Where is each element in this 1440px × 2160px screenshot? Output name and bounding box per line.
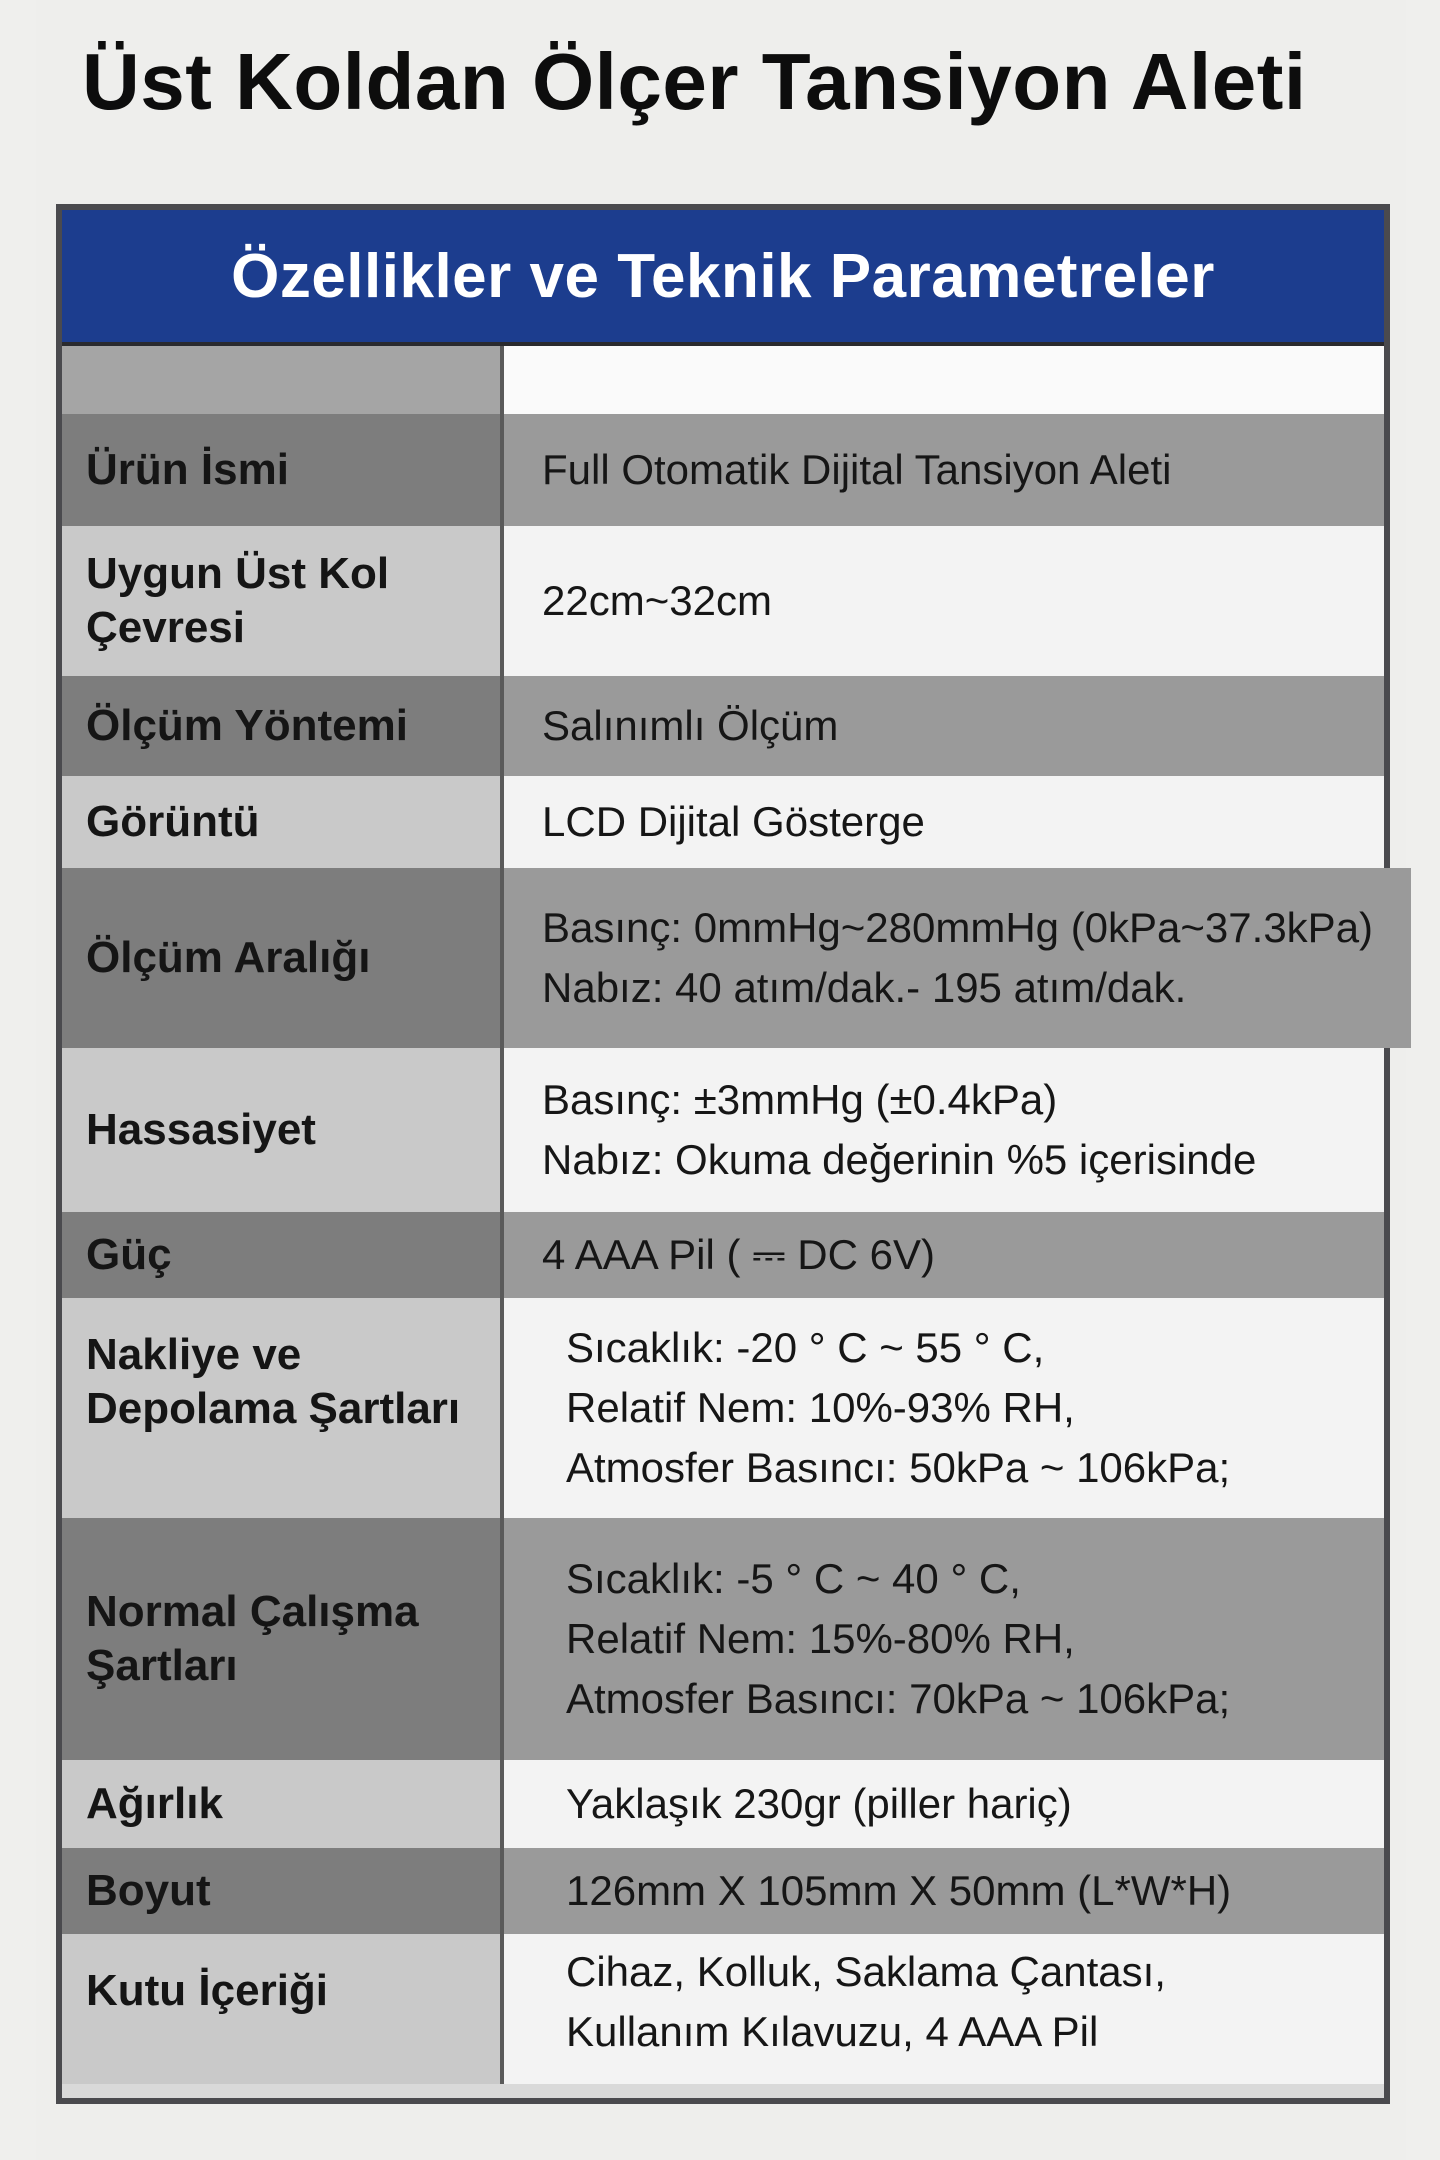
spec-panel xyxy=(56,204,1390,2104)
spec-label: Kutu İçeriği xyxy=(62,1934,504,2084)
spec-value-line: Sıcaklık: -5 ° C ~ 40 ° C, xyxy=(566,1555,1021,1602)
spec-value-line: Relatif Nem: 15%-80% RH, xyxy=(566,1615,1075,1662)
spec-value-line: Basınç: ±3mmHg (±0.4kPa) xyxy=(542,1076,1058,1123)
spec-label: Ağırlık xyxy=(62,1760,504,1848)
spec-row-kutu-icerigi xyxy=(62,1934,1384,2084)
spec-value xyxy=(504,676,1384,776)
spec-value-line: Sıcaklık: -20 ° C ~ 55 ° C, xyxy=(566,1324,1045,1371)
spec-value-line: Atmosfer Basıncı: 70kPa ~ 106kPa; xyxy=(566,1675,1231,1722)
spec-label: Nakliye ve Depolama Şartları xyxy=(62,1298,504,1518)
spec-row-calisma-sartlari xyxy=(62,1518,1384,1760)
spec-value xyxy=(504,1848,1384,1934)
spec-row-spacer xyxy=(62,346,1384,414)
spec-row-agirlik xyxy=(62,1760,1384,1848)
spec-value-line: Nabız: 40 atım/dak.- 195 atım/dak. xyxy=(542,964,1187,1011)
spec-row-boyut xyxy=(62,1848,1384,1934)
spec-value xyxy=(504,1934,1384,2084)
spec-value-line: 4 AAA Pil ( ⎓ DC 6V) xyxy=(542,1231,935,1278)
spec-value xyxy=(504,1760,1384,1848)
spec-label: Uygun Üst Kol Çevresi xyxy=(62,526,504,676)
spec-table xyxy=(62,346,1384,2084)
spec-value xyxy=(504,414,1384,526)
spec-value-line: Atmosfer Basıncı: 50kPa ~ 106kPa; xyxy=(566,1444,1231,1491)
spec-value xyxy=(504,1048,1384,1212)
spec-value-line: Yaklaşık 230gr (piller hariç) xyxy=(566,1780,1072,1827)
spec-value-line: Kullanım Kılavuzu, 4 AAA Pil xyxy=(566,2008,1099,2055)
spec-label: Görüntü xyxy=(62,776,504,868)
spec-table-header xyxy=(62,210,1384,346)
spec-value-line: Basınç: 0mmHg~280mmHg (0kPa~37.3kPa) xyxy=(542,904,1374,951)
spec-table-heading: Özellikler ve Teknik Parametreler xyxy=(231,241,1215,311)
spec-row-olcum-araligi xyxy=(62,868,1384,1048)
spec-label: Ölçüm Yöntemi xyxy=(62,676,504,776)
spec-label-empty xyxy=(62,346,504,414)
spec-value-line: Relatif Nem: 10%-93% RH, xyxy=(566,1384,1075,1431)
spec-value xyxy=(504,526,1384,676)
page-title: Üst Koldan Ölçer Tansiyon Aleti xyxy=(82,37,1307,126)
spec-label: Güç xyxy=(62,1212,504,1298)
spec-label: Ürün İsmi xyxy=(62,414,504,526)
spec-value-line: LCD Dijital Gösterge xyxy=(542,798,925,845)
spec-label: Boyut xyxy=(62,1848,504,1934)
spec-value-line: Full Otomatik Dijital Tansiyon Aleti xyxy=(542,446,1172,493)
spec-row-hassasiyet xyxy=(62,1048,1384,1212)
spec-label: Normal Çalışma Şartları xyxy=(62,1518,504,1760)
spec-row-nakliye-depolama xyxy=(62,1298,1384,1518)
spec-row-olcum-yontemi xyxy=(62,676,1384,776)
spec-value xyxy=(504,776,1384,868)
spec-row-urun-ismi xyxy=(62,414,1384,526)
spec-value-empty xyxy=(504,346,1384,414)
spec-label: Hassasiyet xyxy=(62,1048,504,1212)
spec-value xyxy=(504,868,1411,1048)
spec-value-line: Salınımlı Ölçüm xyxy=(542,702,839,749)
spec-value-line: Nabız: Okuma değerinin %5 içerisinde xyxy=(542,1136,1257,1183)
spec-row-kol-cevresi xyxy=(62,526,1384,676)
spec-value xyxy=(504,1298,1384,1518)
spec-label: Ölçüm Aralığı xyxy=(62,868,504,1048)
spec-row-guc xyxy=(62,1212,1384,1298)
spec-row-goruntu xyxy=(62,776,1384,868)
spec-value xyxy=(504,1518,1384,1760)
spec-value-line: 126mm X 105mm X 50mm (L*W*H) xyxy=(566,1867,1232,1914)
spec-value-line: 22cm~32cm xyxy=(542,577,772,624)
spec-value xyxy=(504,1212,1384,1298)
spec-value-line: Cihaz, Kolluk, Saklama Çantası, xyxy=(566,1948,1166,1995)
